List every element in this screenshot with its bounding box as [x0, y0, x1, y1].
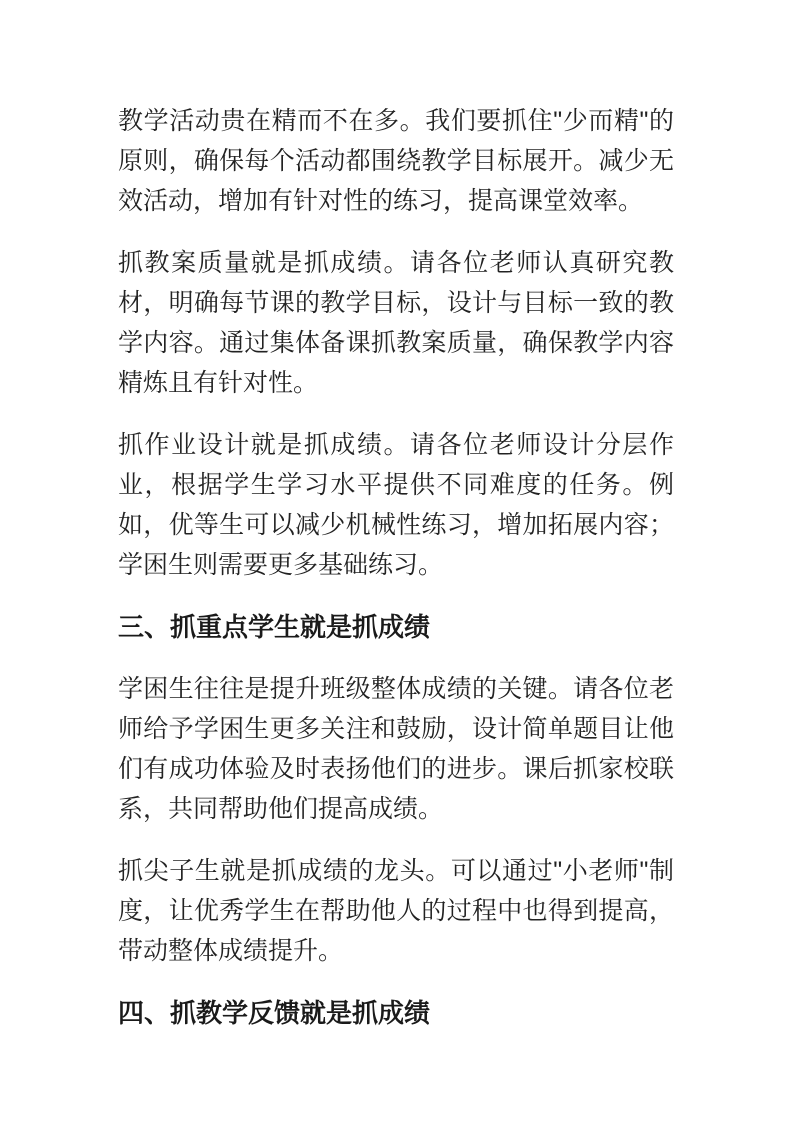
section-heading-key-students: 三、抓重点学生就是抓成绩 [118, 612, 431, 642]
paragraph-lesson-plan-quality: 抓教案质量就是抓成绩。请各位老师认真研究教材，明确每节课的教学目标，设计与目标一致的教学内容。通过集体备课抓教案质量，确保教学内容精炼且有针对性。 [118, 249, 674, 397]
paragraph-teaching-activities: 教学活动贵在精而不在多。我们要抓住"少而精"的原则，确保每个活动都围绕教学目标展开。减少无效活动，增加有针对性的练习，提高课堂效率。 [118, 107, 674, 215]
section-heading-teaching-feedback: 四、抓教学反馈就是抓成绩 [118, 998, 431, 1028]
paragraph-struggling-students: 学困生往往是提升班级整体成绩的关键。请各位老师给予学困生更多关注和鼓励，设计简单题目让他们有成功体验及时表扬他们的进步。课后抓家校联系，共同帮助他们提高成绩。 [118, 675, 674, 823]
paragraph-homework-design: 抓作业设计就是抓成绩。请各位老师设计分层作业，根据学生学习水平提供不同难度的任务。例如，优等生可以减少机械性练习，增加拓展内容；学困生则需要更多基础练习。 [118, 431, 674, 579]
paragraph-top-students: 抓尖子生就是抓成绩的龙头。可以通过"小老师"制度，让优秀学生在帮助他人的过程中也得到提高，带动整体成绩提升。 [118, 857, 674, 965]
